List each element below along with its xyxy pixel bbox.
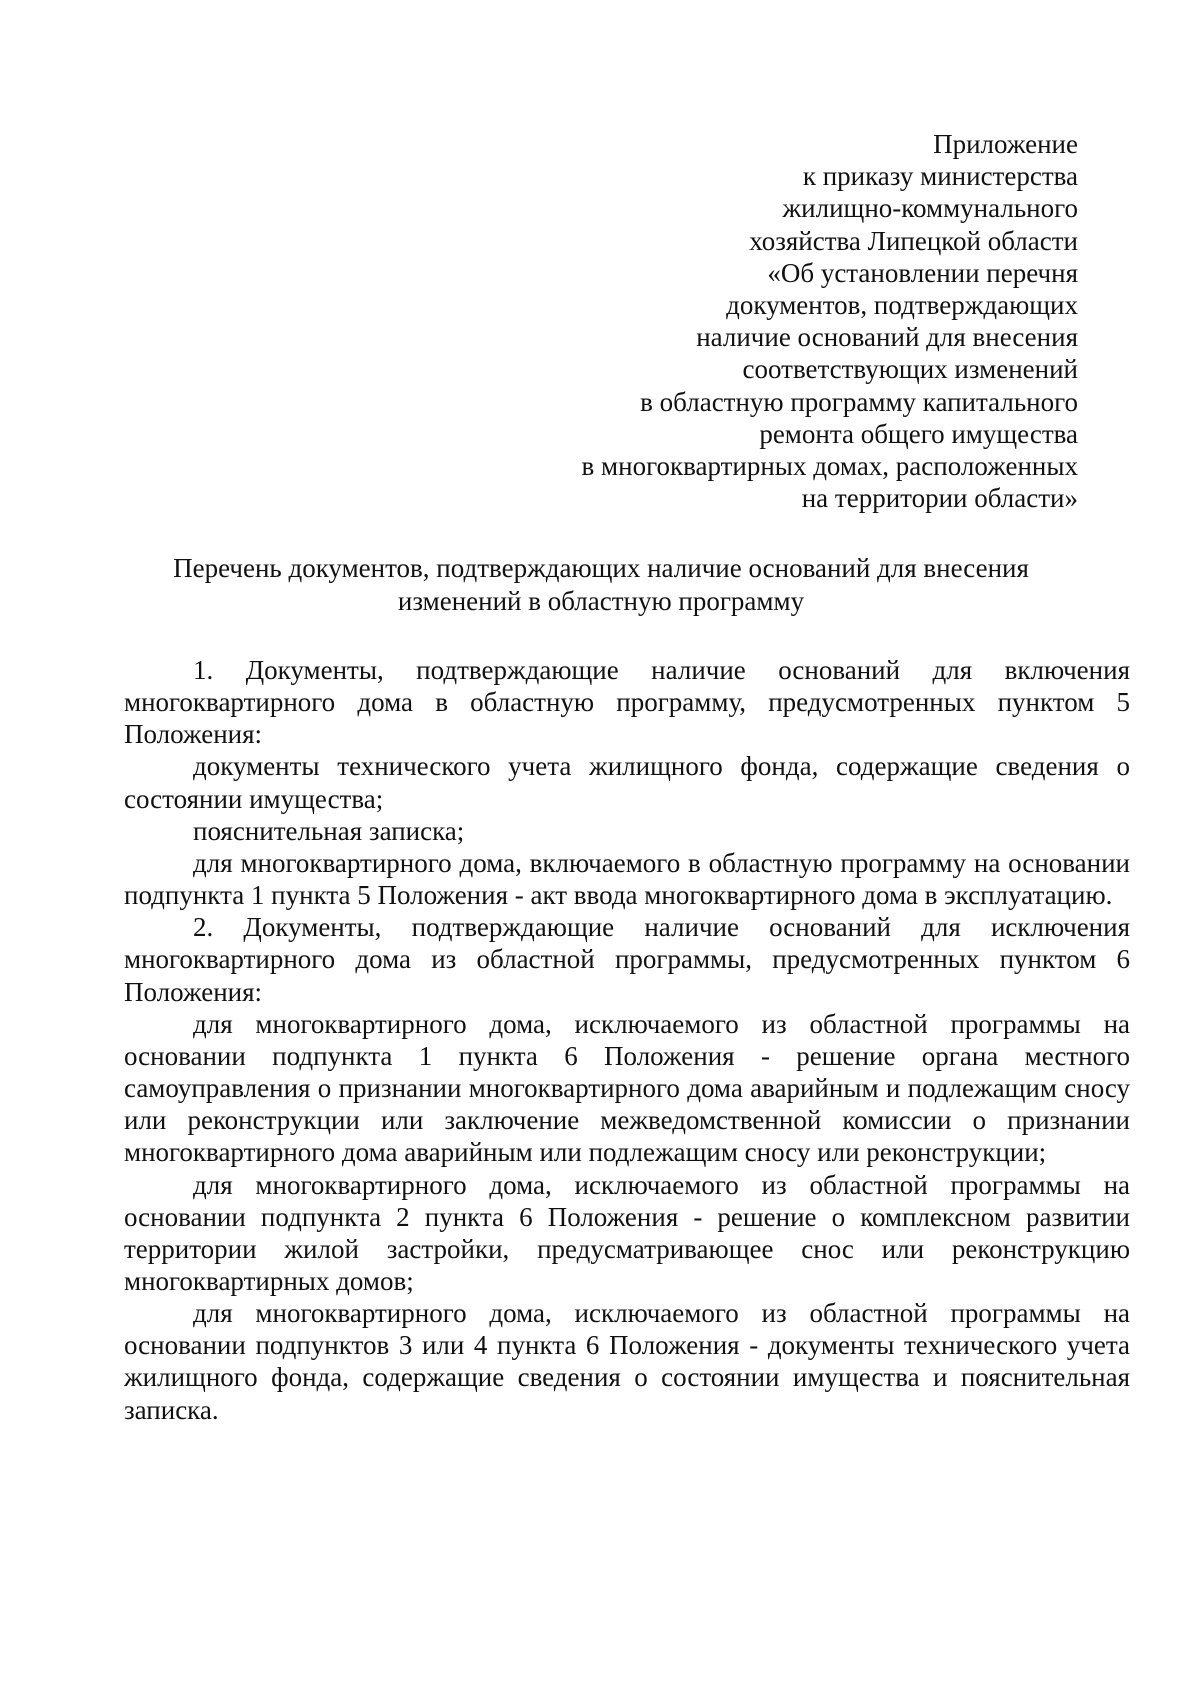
- paragraph: документы технического учета жилищного фонда, содержащие сведения о состоянии имущества;: [124, 751, 1130, 814]
- appendix-line: хозяйства Липецкой области: [749, 225, 1078, 256]
- paragraph: для многоквартирного дома, исключаемого из областной программы на основании подпункта 1 пункта 6 Положения - решение органа местного самоуправления о признании многоквартирного дома аварийным и подлежащим сносу или реконструкции или заключение межведомственной комиссии о признании многоквартирного дома аварийным или подлежащим сносу или реконструкции;: [124, 1008, 1130, 1168]
- appendix-line: документов, подтверждающих: [726, 290, 1078, 321]
- appendix-line: соответствующих изменений: [742, 354, 1078, 385]
- paragraph: пояснительная записка;: [193, 815, 465, 846]
- appendix-header: [378, 128, 1078, 514]
- paragraph: для многоквартирного дома, исключаемого из областной программы на основании подпунктов 3 или 4 пункта 6 Положения - документы технического учета жилищного фонда, содержащие сведения о состоянии имущества и пояснительная записка.: [124, 1298, 1130, 1425]
- paragraph: для многоквартирного дома, включаемого в областную программу на основании подпункта 1 пункта 5 Положения - акт ввода многоквартирного дома в эксплуатацию.: [124, 847, 1130, 911]
- document-body: [124, 654, 1130, 1426]
- appendix-line: жилищно-коммунального: [782, 193, 1078, 224]
- appendix-line: Приложение: [933, 129, 1078, 159]
- paragraph-item-1: 1. Документы, подтверждающие наличие оснований для включения многоквартирного дома в областную программу, предусмотренных пунктом 5 Положения:: [124, 655, 1130, 750]
- appendix-line: «Об установлении перечня: [767, 257, 1078, 288]
- appendix-line: в многоквартирных домах, расположенных: [581, 451, 1078, 482]
- paragraph-item-2: 2. Документы, подтверждающие наличие оснований для исключения многоквартирного дома из областной программы, предусмотренных пунктом 6 Положения:: [124, 912, 1130, 1007]
- appendix-line: на территории области»: [801, 483, 1078, 514]
- document-title: [120, 552, 1082, 618]
- title-line-1: Перечень документов, подтверждающих наличие оснований для внесения: [173, 553, 1029, 583]
- appendix-line: ремонта общего имущества: [759, 418, 1078, 449]
- appendix-line: наличие оснований для внесения: [696, 322, 1078, 353]
- paragraph: для многоквартирного дома, исключаемого из областной программы на основании подпункта 2 пункта 6 Положения - решение о комплексном развитии территории жилой застройки, предусматривающее снос или реконструкцию многоквартирных домов;: [124, 1169, 1130, 1296]
- appendix-line: в областную программу капитального: [640, 386, 1078, 417]
- appendix-line: к приказу министерства: [802, 161, 1078, 192]
- title-line-2: изменений в областную программу: [397, 586, 805, 616]
